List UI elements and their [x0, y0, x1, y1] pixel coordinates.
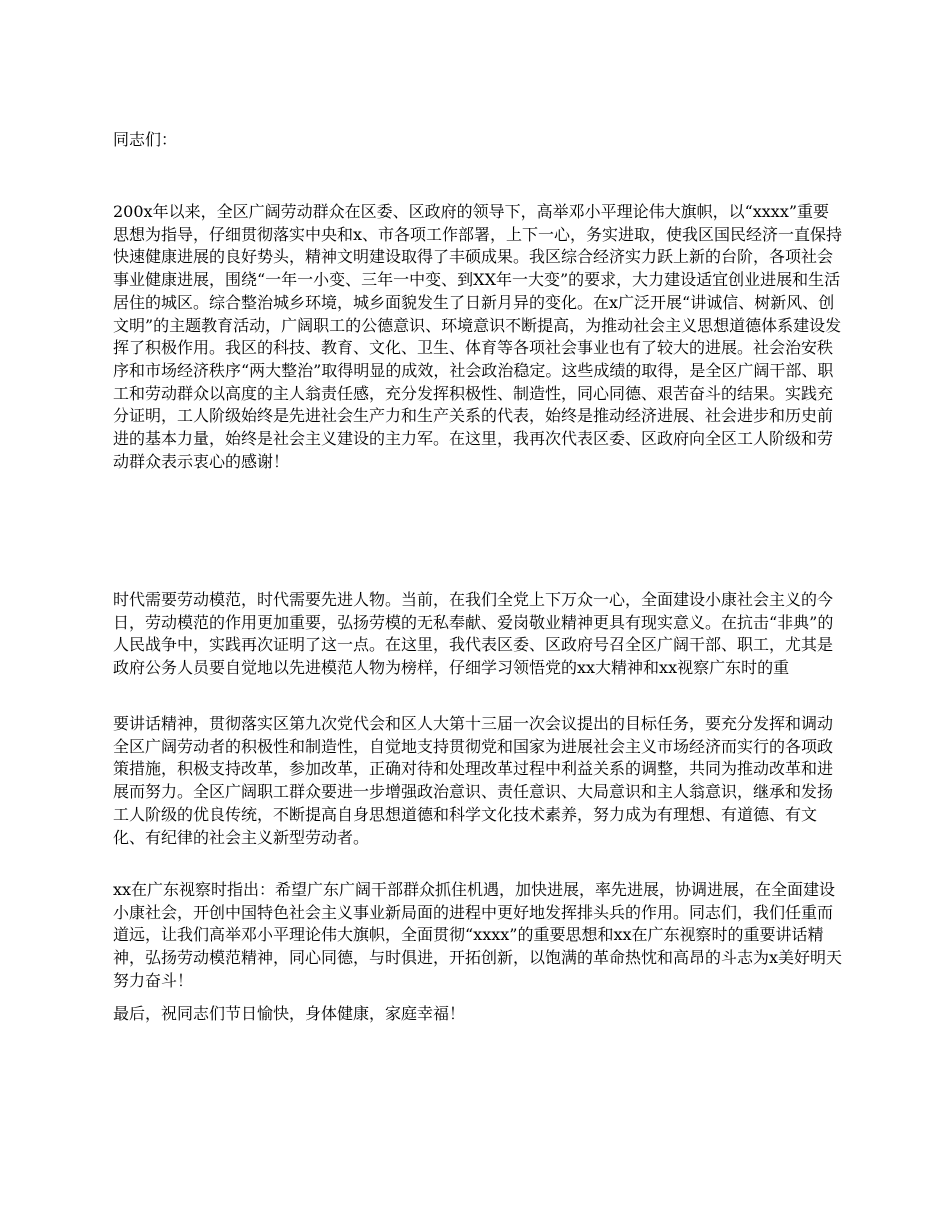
paragraph-speech-spirit: 要讲话精神，贯彻落实区第九次党代会和区人大第十三届一次会议提出的目标任务，要充分发挥和调动全区广阔劳动者的积极性和制造性，自觉地支持贯彻党和国家为进展社会主义市场经济而实行的各项政策措施，积极支持改革，参加改革，正确对待和处理改革过程中利益关系的调整，共同为推动改革和进展而努力。全区广阔职工群众要进一步增强政治意识、责任意识、大局意识和主人翁意识，继承和发扬工人阶级的优良传统，不断提高自身思想道德和科学文化技术素养，努力成为有理想、有道德、有文化、有纪律的社会主义新型劳动者。: [113, 714, 834, 847]
salutation: 同志们：: [113, 130, 178, 149]
paragraph-guangdong-inspection: xx在广东视察时指出：希望广东广阔干部群众抓住机遇，加快进展，率先进展，协调进展，在全面建设小康社会，开创中国特色社会主义事业新局面的进程中更好地发挥排头兵的作用。同志们，我们任重而道远，让我们高举邓小平理论伟大旗帜，全面贯彻“xxxx”的重要思想和xx在广东视察时的重要讲话精神，弘扬劳动模范精神，同心同德，与时俱进，开拓创新，以饱满的革命热忱和高昂的斗志为x美好明天努力奋斗！: [113, 880, 843, 990]
paragraph-achievements: 200x年以来，全区广阔劳动群众在区委、区政府的领导下，高举邓小平理论伟大旗帜，以“xxxx”重要思想为指导，仔细贯彻落实中央和x、市各项工作部署，上下一心，务实进取，使我区国民经济一直保持快速健康进展的良好势头，精神文明建设取得了丰硕成果。我区综合经济实力跃上新的台阶，各项社会事业健康进展，围绕“一年一小变、三年一中变、到XX年一大变”的要求，大力建设适宜创业进展和生活居住的城区。综合整治城乡环境，城乡面貌发生了日新月异的变化。在x广泛开展“讲诚信、树新风、创文明”的主题教育活动，广阔职工的公德意识、环境意识不断提高，为推动社会主义思想道德体系建设发挥了积极作用。我区的科技、教育、文化、卫生、体育等各项社会事业也有了较大的进展。社会治安秩序和市场经济秩序“两大整治”取得明显的成效，社会政治稳定。这些成绩的取得，是全区广阔干部、职工和劳动群众以高度的主人翁责任感，充分发挥积极性、制造性，同心同德、艰苦奋斗的结果。实践充分证明，工人阶级始终是先进社会生产力和生产关系的代表，始终是推动经济进展、社会进步和历史前进的基本力量，始终是社会主义建设的主力军。在这里，我再次代表区委、区政府向全区工人阶级和劳动群众表示衷心的感谢！: [113, 202, 843, 471]
paragraph-model-workers: 时代需要劳动模范，时代需要先进人物。当前，在我们全党上下万众一心，全面建设小康社会主义的今日，劳动模范的作用更加重要，弘扬劳模的无私奉献、爱岗敬业精神更具有现实意义。在抗击“非典”的人民战争中，实践再次证明了这一点。在这里，我代表区委、区政府号召全区广阔干部、职工，尤其是政府公务人员要自觉地以先进模范人物为榜样，仔细学习领悟党的xx大精神和xx视察广东时的重: [113, 590, 834, 678]
paragraph-closing-wishes: 最后，祝同志们节日愉快，身体健康，家庭幸福！: [113, 1004, 466, 1023]
